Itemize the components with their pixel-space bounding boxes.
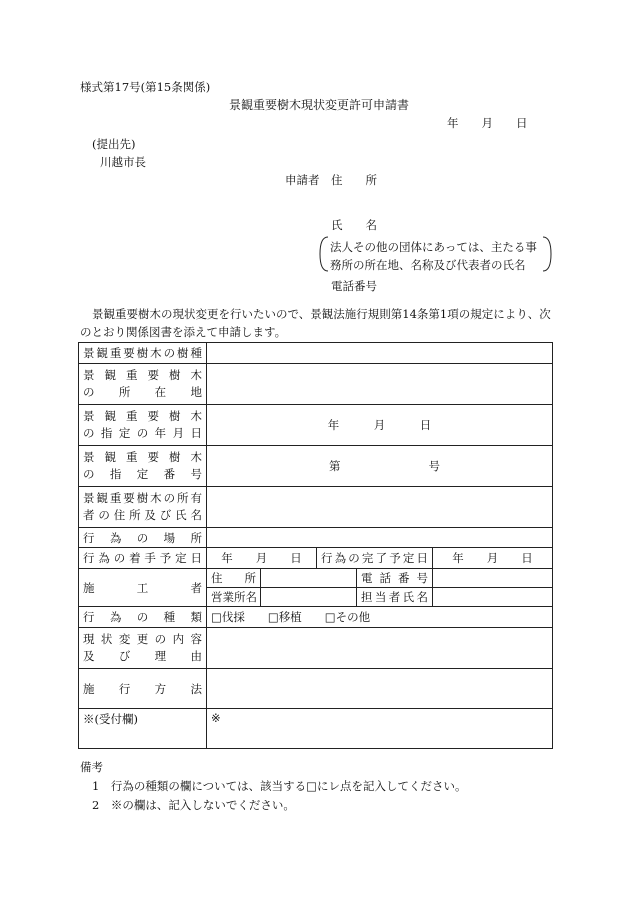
applicant-address-label: 申請者 住 所 — [285, 173, 377, 187]
table-row — [79, 487, 553, 528]
contractor-person-label: 担当者氏名 — [357, 588, 433, 607]
act-type-label: 行為の種類 — [79, 607, 207, 628]
note-item: 2 ※の欄は、記入しないでください。 — [92, 798, 295, 812]
start-date-label: 行為の着手予定日 — [79, 548, 207, 569]
contractor-office-field[interactable] — [261, 588, 357, 607]
contractor-phone-label: 電話番号 — [357, 569, 433, 588]
submit-to-label: (提出先) — [92, 137, 136, 151]
table-row — [79, 628, 553, 669]
intro-line: 景観重要樹木の現状変更を行いたいので、景観法施行規則第14条第1項の規定により、次 — [92, 307, 551, 321]
table-row — [79, 528, 553, 548]
contractor-label: 施工者 — [79, 569, 207, 607]
form-number: 様式第17号(第15条関係) — [80, 80, 211, 94]
contractor-person-field[interactable] — [433, 588, 553, 607]
table-row — [79, 669, 553, 709]
table-row — [79, 405, 553, 446]
change-reason-field[interactable] — [207, 628, 553, 669]
designation-number-label: 景観重要樹木 の指定番号 — [79, 446, 207, 487]
owner-field[interactable] — [207, 487, 553, 528]
reception-field: ※ — [207, 709, 553, 749]
end-date-field[interactable]: 年 月 日 — [433, 548, 553, 569]
corp-note-line: 法人その他の団体にあっては、主たる事 — [330, 240, 537, 254]
contractor-phone-field[interactable] — [433, 569, 553, 588]
act-type-options[interactable]: □伐採 □移植 □その他 — [207, 607, 553, 628]
location-label: 景観重要樹木 の所在地 — [79, 364, 207, 405]
intro-line: のとおり関係図書を添えて申請します。 — [80, 325, 287, 339]
start-date-field[interactable]: 年 月 日 — [207, 548, 317, 569]
designation-number-field[interactable]: 第 号 — [207, 446, 553, 487]
table-row — [79, 607, 553, 628]
act-place-label: 行為の場所 — [79, 528, 207, 548]
application-table — [78, 342, 553, 749]
method-label: 施行方法 — [79, 669, 207, 709]
reception-label: ※(受付欄) — [79, 709, 207, 749]
end-date-label: 行為の完了予定日 — [317, 548, 433, 569]
designation-date-field[interactable]: 年 月 日 — [207, 405, 553, 446]
tree-type-label: 景観重要樹木の樹種 — [79, 343, 207, 364]
change-reason-label: 現状変更の内容 及び理由 — [79, 628, 207, 669]
table-row — [79, 709, 553, 749]
contractor-address-field[interactable] — [261, 569, 357, 588]
notes-heading: 備考 — [80, 760, 103, 774]
contractor-address-label: 住 所 — [207, 569, 261, 588]
table-row — [79, 569, 553, 588]
table-row — [79, 343, 553, 364]
location-field[interactable] — [207, 364, 553, 405]
table-row — [79, 548, 553, 569]
method-field[interactable] — [207, 669, 553, 709]
applicant-phone-label: 電話番号 — [331, 279, 377, 293]
applicant-name-label: 氏 名 — [331, 218, 377, 232]
contractor-office-label: 営業所名 — [207, 588, 261, 607]
submission-date: 年 月 日 — [447, 116, 528, 130]
tree-type-field[interactable] — [207, 343, 553, 364]
submit-to: 川越市長 — [100, 155, 146, 169]
corp-note-line: 務所の所在地、名称及び代表者の氏名 — [330, 258, 526, 272]
corp-note — [330, 238, 537, 274]
designation-date-label: 景観重要樹木 の指定の年月日 — [79, 405, 207, 446]
table-row — [79, 446, 553, 487]
note-item: 1 行為の種類の欄については、該当する□にレ点を記入してください。 — [92, 779, 467, 793]
page-title: 景観重要樹木現状変更許可申請書 — [229, 98, 410, 112]
owner-label: 景観重要樹木の所有 者の住所及び氏名 — [79, 487, 207, 528]
act-place-field[interactable] — [207, 528, 553, 548]
table-row — [79, 364, 553, 405]
